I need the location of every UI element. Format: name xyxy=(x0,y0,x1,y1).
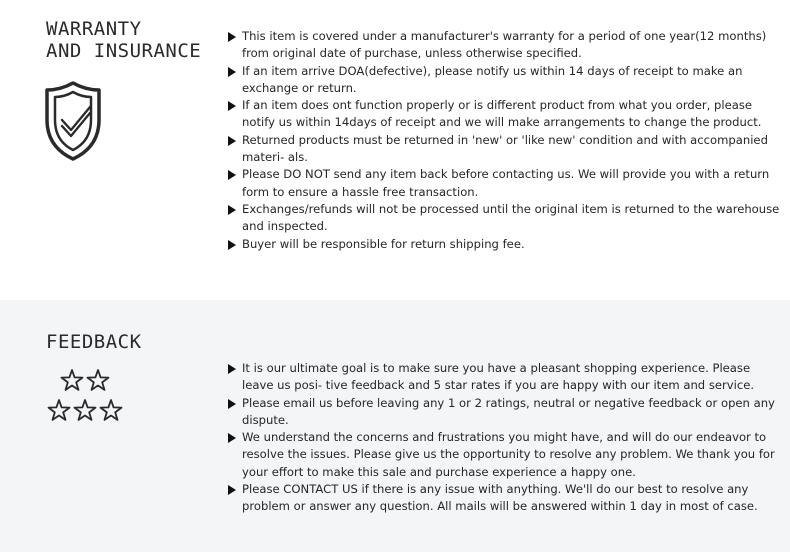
warranty-list xyxy=(228,28,784,253)
feedback-section xyxy=(0,300,790,552)
warranty-heading-line2: AND INSURANCE xyxy=(46,40,202,62)
feedback-list xyxy=(228,360,784,516)
shield-check-icon xyxy=(44,80,102,162)
list-item: It is our ultimate goal is to make sure you have a pleasant shopping experience. Please leave us posi- tive feedback and 5 star rates if you are happy with our item and service. xyxy=(228,360,784,395)
list-item: If an item does ont function properly or is different product from what you order, please notify us within 14days of receipt and we will make arrangements to change the product. xyxy=(228,97,784,132)
list-item: Please CONTACT US if there is any issue with anything. We'll do our best to resolve any problem or answer any question. All mails will be answered within 1 day in most of case. xyxy=(228,481,784,516)
list-item: Please email us before leaving any 1 or 2 ratings, neutral or negative feedback or open any dispute. xyxy=(228,395,784,430)
list-item: If an item arrive DOA(defective), please notify us within 14 days of receipt to make an exchange or return. xyxy=(228,63,784,98)
list-item: This item is covered under a manufacturer's warranty for a period of one year(12 months) from original date of purchase, unless otherwise specified. xyxy=(228,28,784,63)
list-item: We understand the concerns and frustrations you might have, and will do our endeavor to resolve the issues. Please give us the opportunity to resolve any problem. We thank you for your effort to make this sale and purchase experience a happy one. xyxy=(228,429,784,481)
list-item: Returned products must be returned in 'new' or 'like new' condition and with accompanied materi- als. xyxy=(228,132,784,167)
five-stars-icon xyxy=(44,366,128,426)
list-item: Exchanges/refunds will not be processed until the original item is returned to the warehouse and inspected. xyxy=(228,201,784,236)
warranty-heading-line1: WARRANTY xyxy=(46,18,142,40)
list-item: Please DO NOT send any item back before contacting us. We will provide you with a return form to ensure a hassle free transaction. xyxy=(228,166,784,201)
warranty-heading xyxy=(46,18,201,62)
feedback-heading: FEEDBACK xyxy=(46,331,142,353)
list-item: Buyer will be responsible for return shipping fee. xyxy=(228,236,784,253)
